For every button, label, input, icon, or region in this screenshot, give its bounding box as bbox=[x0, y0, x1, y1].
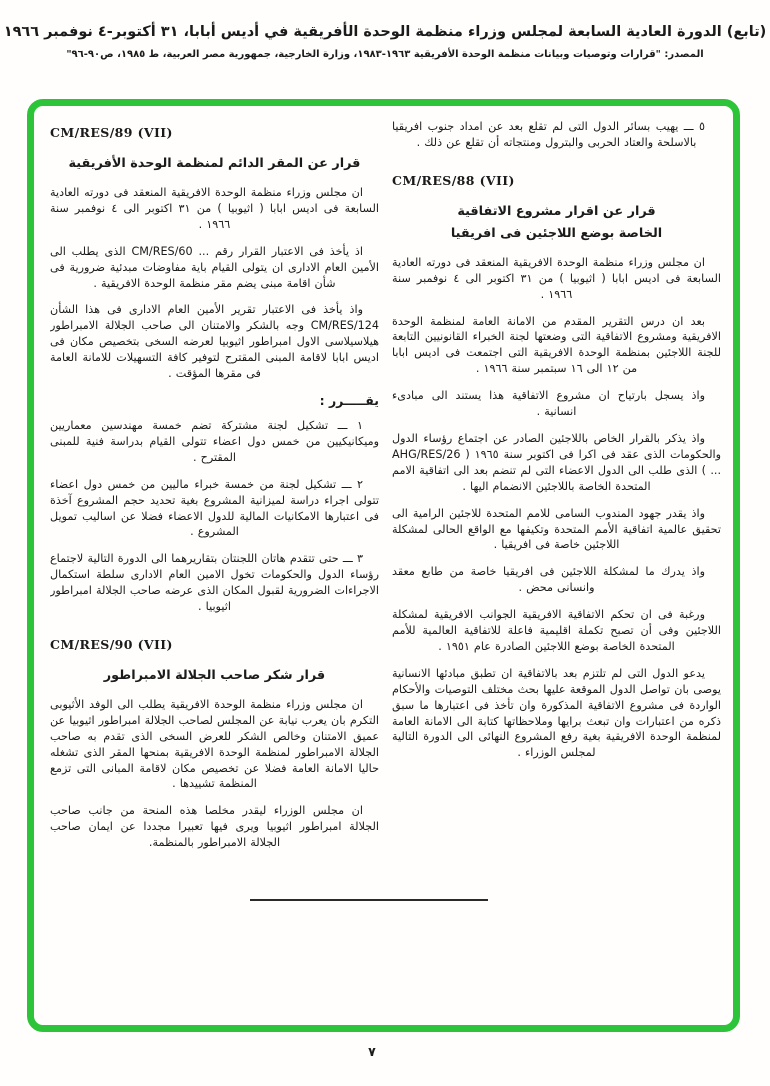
column-right bbox=[392, 119, 721, 1015]
resolution-title-89: قرار عن المقر الدائم لمنظمة الوحدة الأفريقية bbox=[68, 156, 361, 171]
document-header bbox=[0, 0, 770, 60]
decides-label: يقـــــرر : bbox=[319, 392, 379, 408]
end-of-text-rule bbox=[250, 899, 488, 901]
resolution-code-cm-res-90: CM/RES/90 (VII) bbox=[50, 636, 173, 652]
res90-paragraph: ان مجلس وزراء منظمة الوحدة الافريقية يطلب الى الوفد الأثيوبى التكرم بان يعرب نيابة عن المجلس لصاحب الجلالة امبراطور اثيوبيا عن عميق الامتنان وخالص الشكر للعرض السخى الذى تقدم به صاحب الجلالة الامبراطور لمنظمة الوحدة الافريقية بمنحها المقر الذى تشغله حاليا الامانة العامة فضلا عن تخصيص مكان لاقامة المبانى التى تزمع المنظمة تشييدها . bbox=[50, 697, 379, 791]
two-column-layout bbox=[50, 119, 721, 1015]
page-number: ٧ bbox=[368, 1044, 376, 1059]
res88-paragraph: ورغبة فى ان تحكم الاتفاقية الافريقية الجوانب الافريقية لمشكلة اللاجئين وفى أن تصبح تكملة اقليمية فاعلة للاتفاقية العالمية للأمم المتحدة الخاصة بوضع اللاجئين الصادرة عام ١٩٥١ . bbox=[392, 608, 721, 653]
res89-paragraph: واذ يأخذ فى الاعتبار تقرير الأمين العام الادارى فى هذا الشأن CM/RES/124 وجه بالشكر والامتنان الى صاحب الجلالة الامبراطور هيلاسيلاسى الاول امبراطور اثيوبيا لعرضه السخى بتخصيص مكان فى اديس ابابا لاقامة المبنى المقترح لتوفير كافة التسهيلات للامانة العامة فى مقرها المؤقت . bbox=[50, 303, 379, 381]
res89-decision-item: ١ ـــ تشكيل لجنة مشتركة تضم خمسة مهندسين معماريين وميكانيكيين من خمس دول اعضاء تتولى القيام بدراسة فنية للمبنى المقترح . bbox=[50, 418, 379, 464]
resolution-title-88 bbox=[392, 204, 721, 241]
resolution-code-cm-res-89: CM/RES/89 (VII) bbox=[50, 125, 173, 140]
header-source-citation: المصدر: "قرارات وتوصيات وبيانات منظمة الوحدة الأفريقية ١٩٦٣-١٩٨٣، وزارة الخارجية، جمهورية مصر العربية، ط ١٩٨٥، ص٩٠-٩٦" bbox=[66, 49, 704, 60]
res89-decision-item: ٢ ـــ تشكيل لجنة من خمسة خبراء ماليين من خمس دول اعضاء تتولى اجراء دراسة لميزانية المشروع بغية تحديد حجم المشروع آخذة فى اعتبارها الامكانيات المالية للدول الاعضاء فضلا عن اساليب تمويل المشروع . bbox=[50, 477, 379, 539]
res88-paragraph: يدعو الدول التى لم تلتزم بعد بالاتفاقية ان تطبق مبادئها الانسانية يوصى بان تواصل الدول الموقعة عليها بحث مختلف التوصيات والأحكام الواردة فى مشروع الاتفاقية المذكورة وان تأخذ فى اعتبارها ما سبق ذكره من اعتبارات وان تبعث برايها وملاحظاتها كتابة الى الامانة العامة لمنظمة الوحدة الافريقية بغية رفع المشروع النهائى الى الدورة التالية لمجلس الوزراء . bbox=[392, 666, 721, 760]
header-session-title: (تابع) الدورة العادية السابعة لمجلس وزراء منظمة الوحدة الأفريقية في أديس أبابا، ٣١ أكتوبر-٤ نوفمبر ١٩٦٦ bbox=[3, 24, 767, 40]
res90-paragraph: ان مجلس الوزراء ليقدر مخلصا هذه المنحة من جانب صاحب الجلالة امبراطور اثيوبيا ويرى فيها تعبيرا مجددا عن ايمان صاحب الجلالة الامبراطور بالمنظمة. bbox=[50, 804, 379, 850]
resolution-title-88-line1: قرار عن اقرار مشروع الاتفاقية bbox=[457, 203, 656, 219]
resolution-title-88-line2: الخاصة بوضع اللاجئين فى افريقيا bbox=[450, 225, 663, 241]
column-left bbox=[50, 119, 379, 1015]
res88-paragraph: ان مجلس وزراء منظمة الوحدة الافريقية المنعقد فى دورته العادية السابعة فى اديس ابابا ( اثيوبيا ) من ٣١ اكتوبر الى ٤ نوفمبر سنة ١٩٦٦ . bbox=[392, 255, 721, 301]
res88-paragraph: بعد ان درس التقرير المقدم من الامانة العامة لمنظمة الوحدة الافريقية ومشروع الاتفاقية التى وضعتها لجنة الخبراء القانونيين التابعة للجنة اللاجئين بمنظمة الوحدة الافريقية التى اجتمعت فى اديس ابابا من ١٢ الى ١٦ سبتمبر سنة ١٩٦٦ . bbox=[392, 314, 721, 376]
resolution-title-90: قرار شكر صاحب الجلالة الامبراطور bbox=[103, 667, 326, 683]
res89-paragraph: اذ يأخذ فى الاعتبار القرار رقم ... CM/RES/60 الذى يطلب الى الأمين العام الادارى ان يتولى القيام باية مفاوضات مبدئية ضرورية فى شأن اقامة مبنى يضم مقر منظمة الوحدة الافريقية . bbox=[50, 244, 379, 290]
green-content-frame bbox=[27, 99, 740, 1032]
res89-paragraph: ان مجلس وزراء منظمة الوحدة الافريقية المنعقد فى دورته العادية السابعة فى اديس ابابا ( اثيوبيا ) من ٣١ اكتوبر الى ٤ نوفمبر سنة ١٩٦٦ . bbox=[50, 186, 379, 231]
resolution-code-cm-res-88: CM/RES/88 (VII) bbox=[392, 172, 515, 188]
carryover-item-5: ٥ ـــ يهيب بسائر الدول التى لم تقلع بعد عن امداد جنوب افريقيا بالاسلحة والعتاد الحربى والبترول ومنتجاته أن تقلع عن ذلك . bbox=[392, 120, 705, 149]
res89-decision-item: ٣ ـــ حتى تتقدم هاتان اللجنتان بتقاريرهما الى الدورة التالية لاجتماع رؤساء الدول والحكومات تخول الامين العام الادارى سلطة استكمال الاجراءات الضرورية لقبول المكان الذى عرضه صاحب الجلالة امبراطور اثيوبيا . bbox=[50, 552, 379, 614]
res88-paragraph: واذ يسجل بارتياح ان مشروع الاتفاقية هذا يستند الى مبادىء انسانية . bbox=[392, 389, 705, 419]
res88-paragraph: واذ يقدر جهود المندوب السامى للامم المتحدة للاجئين الرامية الى تحقيق عالمية اتفاقية الأمم المتحدة وتكيفها مع الواقع الحالى لمشكلة اللاجئين خاصة فى افريقيا . bbox=[392, 506, 721, 552]
res88-paragraph: واذ يدرك ما لمشكلة اللاجئين فى افريقيا خاصة من طابع معقد وانسانى محض . bbox=[392, 565, 705, 595]
res88-paragraph: واذ يذكر بالقرار الخاص باللاجئين الصادر عن اجتماع رؤساء الدول والحكومات الذى عقد فى اكرا فى اكتوبر سنة ١٩٦٥ ( AHG/RES/26 ... ) الذى طلب الى الدول الاعضاء التى لم تنضم بعد الى اتفاقية الامم المتحدة الخاصة باللاجئين الانضمام اليها . bbox=[392, 431, 721, 493]
